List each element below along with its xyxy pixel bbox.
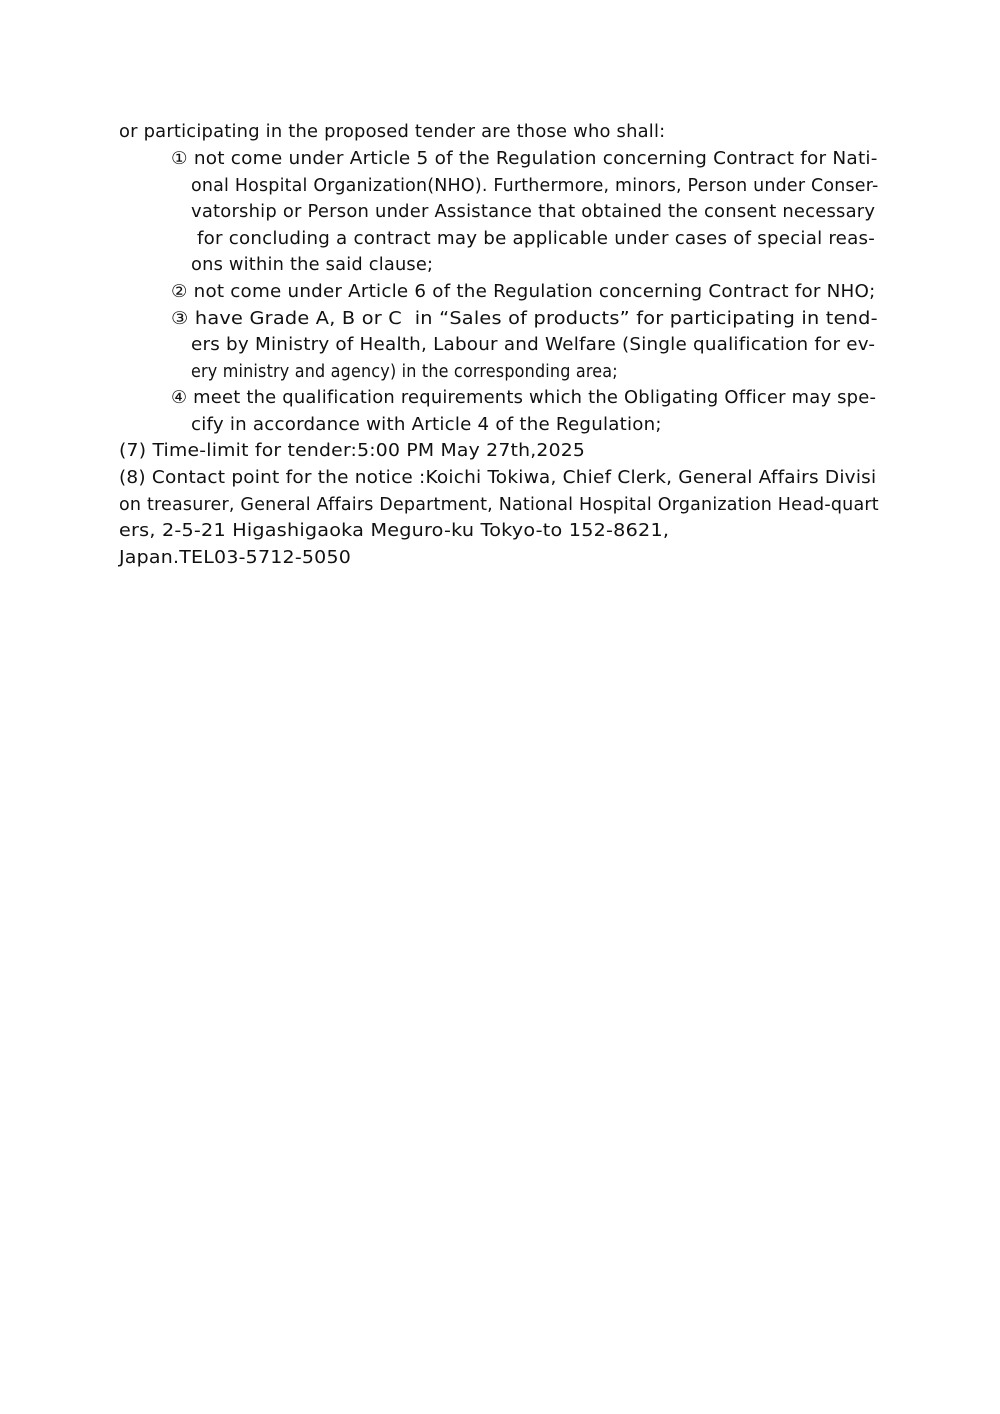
text-line-item-4-end: cify in accordance with Article 4 of the Regulation; [191,415,662,435]
text-line-item-2: ② not come under Article 6 of the Regulation concerning Contract for NHO; [171,282,876,302]
text-line-contact-phone: Japan.TEL03-5712-5050 [119,548,352,568]
text-line-time-limit: (7) Time-limit for tender:5:00 PM May 27th,2025 [119,441,586,461]
text-line-contact-address: ers, 2-5-21 Higashigaoka Meguro-ku Tokyo-to 152-8621, [119,521,670,541]
text-line-item-1-cont-2: vatorship or Person under Assistance that obtained the consent necessary [191,202,876,222]
text-line-item-1-cont-1: onal Hospital Organization(NHO). Furthermore, minors, Person under Conser- [191,176,879,196]
text-line-item-1-start: ① not come under Article 5 of the Regulation concerning Contract for Nati- [171,149,878,169]
text-line-contact-department: on treasurer, General Affairs Department, National Hospital Organization Head-quart [119,495,879,515]
text-line-item-3-cont: ers by Ministry of Health, Labour and Welfare (Single qualification for ev- [191,335,876,355]
text-line-item-3-start: ③ have Grade A, B or C in “Sales of products” for participating in tend- [171,309,878,329]
text-line-item-1-cont-3: for concluding a contract may be applicable under cases of special reas- [191,229,876,249]
text-line-item-4-start: ④ meet the qualification requirements which the Obligating Officer may spe- [171,388,877,408]
text-line-eligibility-intro: or participating in the proposed tender are those who shall: [119,122,666,142]
text-line-item-3-end: ery ministry and agency) in the corresponding area; [191,362,618,382]
text-line-item-1-end: ons within the said clause; [191,255,434,275]
text-line-contact-point: (8) Contact point for the notice :Koichi Tokiwa, Chief Clerk, General Affairs Divisi [119,468,877,488]
